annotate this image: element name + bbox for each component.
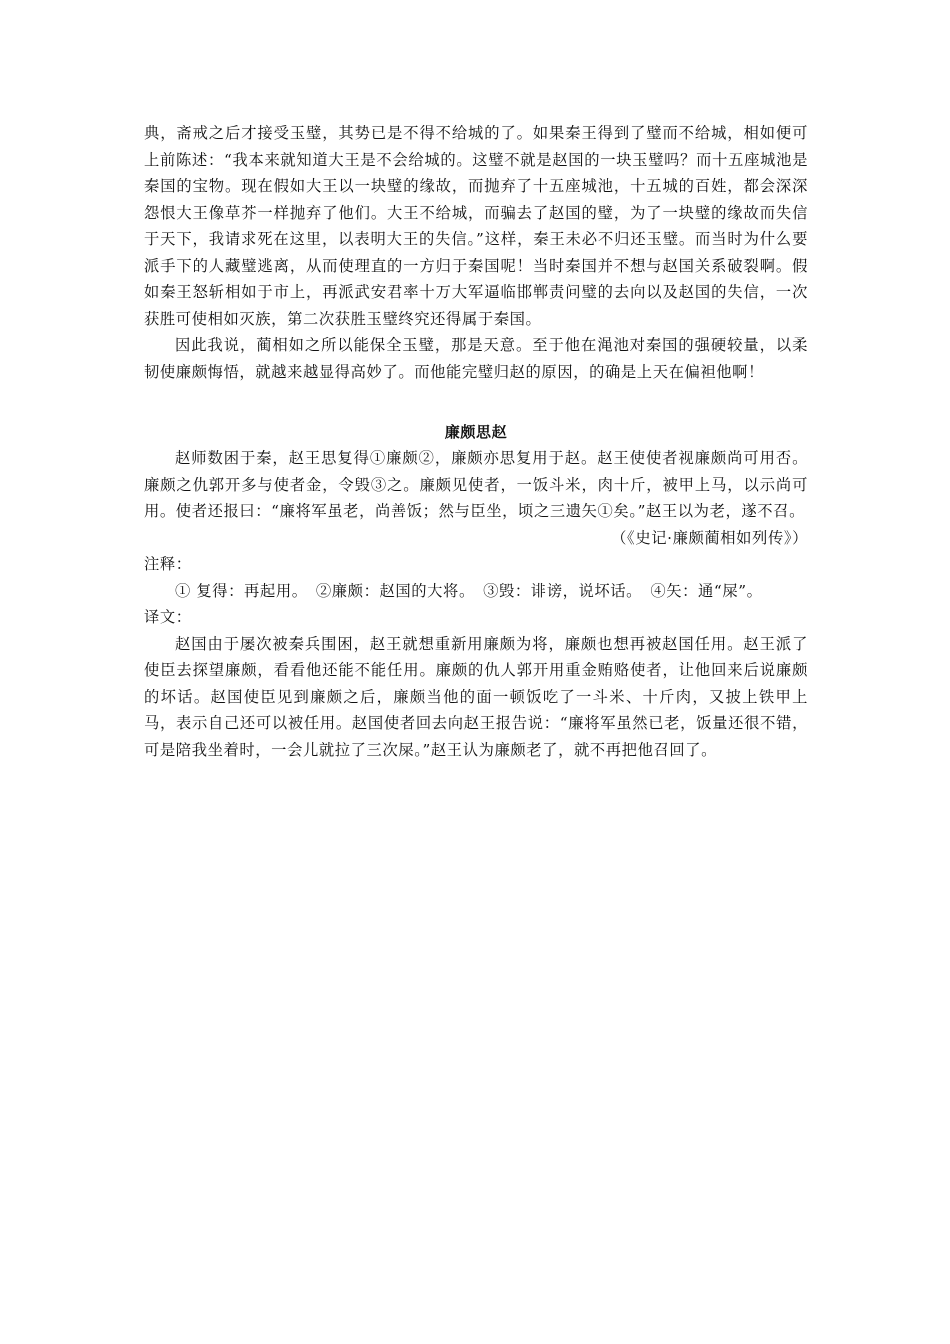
translation-text: 赵国由于屡次被秦兵围困，赵王就想重新用廉颇为将，廉颇也想再被赵国任用。赵王派了使臣去探望廉颇，看看他还能不能任用。廉颇的仇人郭开用重金贿赂使者，让他回来后说廉颇的坏话。赵国使臣见到廉颇之后，廉颇当他的面一顿饭吃了一斗米、十斤肉，又披上铁甲上马，表示自己还可以被任用。赵国使者回去向赵王报告说：“廉将军虽然已老，饭量还很不错，可是陪我坐着时，一会儿就拉了三次屎。”赵王认为廉颇老了，就不再把他召回了。 [144, 634, 808, 759]
document-body [144, 120, 808, 763]
passage-title: 廉颇思赵 [444, 423, 508, 441]
essay-paragraph-continued: 典，斋戒之后才接受玉璧，其势已是不得不给城的了。如果秦王得到了璧而不给城，相如便可上前陈述：“我本来就知道大王是不会给城的。这璧不就是赵国的一块玉璧吗？而十五座城池是秦国的宝物。现在假如大王以一块璧的缘故，而抛弃了十五座城池，十五城的百姓，都会深深怨恨大王像草芥一样抛弃了他们。大王不给城，而骗去了赵国的璧，为了一块璧的缘故而失信于天下，我请求死在这里，以表明大王的失信。”这样，秦王未必不归还玉璧。而当时为什么要派手下的人藏璧逃离，从而使理直的一方归于秦国呢！当时秦国并不想与赵国关系破裂啊。假如秦王怒斩相如于市上，再派武安君率十万大军逼临邯郸责问璧的去向以及赵国的失信，一次获胜可使相如灭族，第二次获胜玉璧终究还得属于秦国。 [144, 124, 808, 328]
essay-conclusion-paragraph: 因此我说，蔺相如之所以能保全玉璧，那是天意。至于他在渑池对秦国的强硬较量，以柔韧使廉颇悔悟，就越来越显得高妙了。而他能完璧归赵的原因，的确是上天在偏袒他啊！ [144, 336, 808, 381]
notes-text: ① 复得：再起用。 ②廉颇：赵国的大将。 ③毁：诽谤，说坏话。 ④矢：通“屎”。 [175, 581, 763, 600]
translation-label: 译文： [144, 608, 192, 626]
classical-passage: 赵师数困于秦，赵王思复得①廉颇②，廉颇亦思复用于赵。赵王使使者视廉颇尚可用否。廉颇之仇郭开多与使者金，令毁③之。廉颇见使者，一饭斗米，肉十斤，被甲上马，以示尚可用。使者还报曰：“廉将军虽老，尚善饭；然与臣坐，顷之三遗矢①矣。”赵王以为老，遂不召。 [144, 449, 808, 520]
notes-label: 注释： [144, 555, 192, 573]
passage-source: （《史记·廉颇蔺相如列传》） [611, 528, 808, 547]
